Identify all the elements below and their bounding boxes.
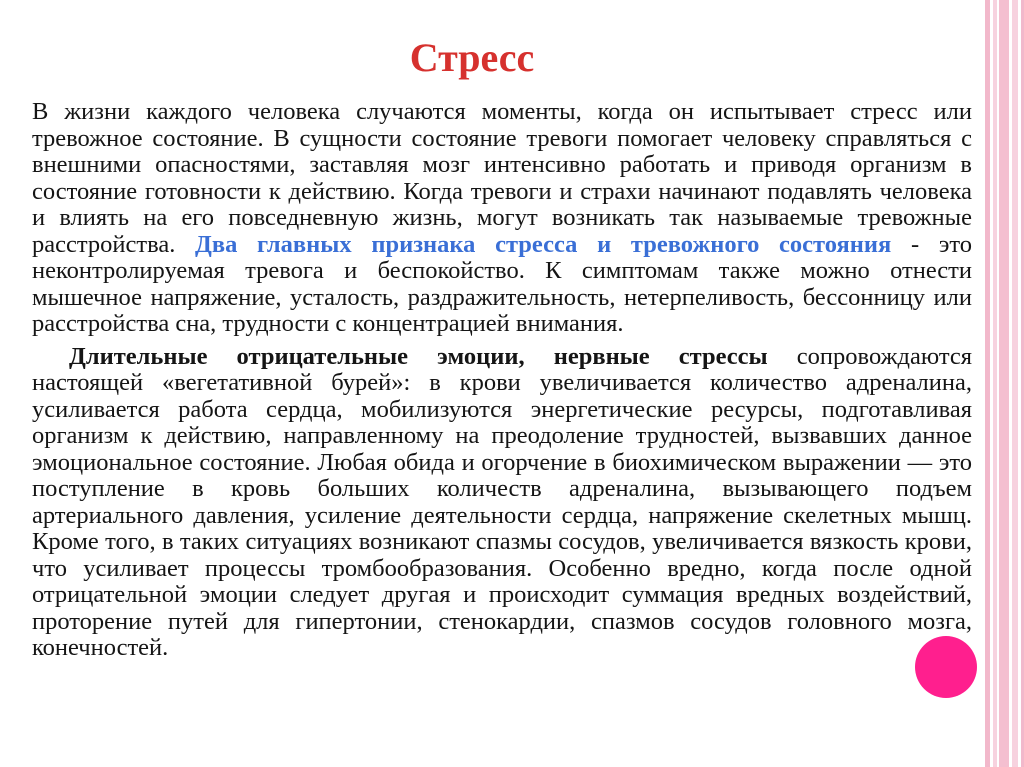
stripe bbox=[1012, 0, 1018, 767]
bold-lead-phrase: Длительные отрицательные эмоции, нервные стрессы bbox=[69, 342, 768, 370]
slide-body bbox=[32, 99, 972, 662]
stripe bbox=[999, 0, 1009, 767]
paragraph-1 bbox=[32, 99, 972, 338]
pink-circle-marker bbox=[915, 636, 977, 698]
paragraph-2 bbox=[32, 344, 972, 662]
stripe bbox=[985, 0, 990, 767]
paragraph-1-continuation: - это неконтролируемая тревога и беспокойство. К симптомам также можно отнести мышечное напряжение, усталость, раздражительность, нетерпеливость, бессонницу или расстройства сна, трудности с концентрацией внимания. bbox=[32, 230, 972, 337]
paragraph-1-text: В жизни каждого человека случаются моменты, когда он испытывает стресс или тревожное состояние. В сущности состояние тревоги помогает человеку справляться с внешними опасностями, заставляя мозг интенсивно работать и приводя организм в состояние готовности к действию. Когда тревоги и страхи начинают подавлять человека и влиять на его повседневную жизнь, могут возникать так называемые тревожные расстройства. bbox=[32, 98, 972, 258]
stripe bbox=[993, 0, 997, 767]
decorative-stripes bbox=[984, 0, 1024, 767]
paragraph-2-text: сопровождаются настоящей «вегетативной бурей»: в крови увеличивается количество адреналина, усиливается работа сердца, мобилизуются энергетические ресурсы, подготавливая организм к действию, направленному на преодоление трудностей, вызвавших данное эмоциональное состояние. Любая обида и огорчение в биохимическом выражении — это поступление в кровь больших количеств адреналина, вызывающего подъем артериального давления, усиление деятельности сердца, напряжение скелетных мышц. Кроме того, в таких ситуациях возникают спазмы сосудов, увеличивается вязкость крови, что усиливает процессы тромбообразования. Особенно вредно, когда после одной отрицательной эмоции следует другая и происходит суммация вредных воздействий, проторение путей для гипертонии, стенокардии, спазмов сосудов головного мозга, конечностей. bbox=[32, 342, 972, 661]
highlighted-phrase: Два главных признака стресса и тревожного состояния bbox=[195, 230, 892, 258]
slide-title: Стресс bbox=[409, 35, 535, 80]
